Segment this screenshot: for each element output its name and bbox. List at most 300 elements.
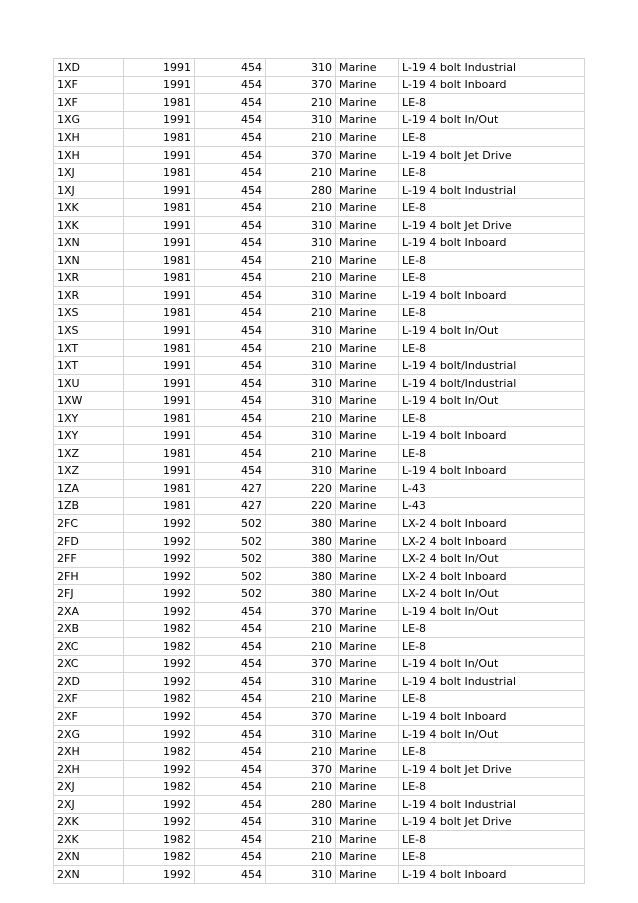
hp-cell: 310 — [266, 322, 336, 340]
engine-code-cell: 1XN — [54, 234, 124, 252]
hp-cell: 220 — [266, 497, 336, 515]
application-cell: Marine — [336, 567, 399, 585]
model-cell: L-19 4 bolt Inboard — [399, 866, 585, 884]
table-row — [54, 287, 585, 305]
engine-code-cell: 1XH — [54, 146, 124, 164]
engine-code-cell: 2XN — [54, 848, 124, 866]
model-cell: LE-8 — [399, 304, 585, 322]
hp-cell: 210 — [266, 164, 336, 182]
table-row — [54, 743, 585, 761]
application-cell: Marine — [336, 164, 399, 182]
hp-cell: 210 — [266, 129, 336, 147]
application-cell: Marine — [336, 497, 399, 515]
model-cell: LE-8 — [399, 743, 585, 761]
engine-code-cell: 2XJ — [54, 778, 124, 796]
engine-code-cell: 1XU — [54, 374, 124, 392]
cid-cell: 454 — [195, 252, 266, 270]
year-cell: 1981 — [124, 339, 195, 357]
year-cell: 1981 — [124, 497, 195, 515]
engine-code-cell: 1XG — [54, 111, 124, 129]
model-cell: LE-8 — [399, 848, 585, 866]
table-row — [54, 76, 585, 94]
table-row — [54, 252, 585, 270]
hp-cell: 210 — [266, 409, 336, 427]
cid-cell: 454 — [195, 216, 266, 234]
table-row — [54, 497, 585, 515]
hp-cell: 280 — [266, 795, 336, 813]
model-cell: LE-8 — [399, 445, 585, 463]
model-cell: LE-8 — [399, 638, 585, 656]
table-row — [54, 638, 585, 656]
table-row — [54, 725, 585, 743]
hp-cell: 310 — [266, 866, 336, 884]
application-cell: Marine — [336, 743, 399, 761]
hp-cell: 210 — [266, 638, 336, 656]
application-cell: Marine — [336, 673, 399, 691]
model-cell: LX-2 4 bolt Inboard — [399, 567, 585, 585]
cid-cell: 454 — [195, 111, 266, 129]
cid-cell: 454 — [195, 322, 266, 340]
model-cell: LX-2 4 bolt In/Out — [399, 585, 585, 603]
cid-cell: 454 — [195, 287, 266, 305]
hp-cell: 380 — [266, 585, 336, 603]
application-cell: Marine — [336, 199, 399, 217]
engine-code-cell: 1XN — [54, 252, 124, 270]
table-row — [54, 778, 585, 796]
hp-cell: 310 — [266, 234, 336, 252]
cid-cell: 502 — [195, 585, 266, 603]
model-cell: L-19 4 bolt Jet Drive — [399, 216, 585, 234]
application-cell: Marine — [336, 216, 399, 234]
engine-code-cell: 2XJ — [54, 795, 124, 813]
hp-cell: 210 — [266, 339, 336, 357]
engine-code-cell: 2XF — [54, 708, 124, 726]
application-cell: Marine — [336, 304, 399, 322]
hp-cell: 210 — [266, 252, 336, 270]
hp-cell: 310 — [266, 357, 336, 375]
application-cell: Marine — [336, 620, 399, 638]
hp-cell: 310 — [266, 725, 336, 743]
table-row — [54, 655, 585, 673]
application-cell: Marine — [336, 427, 399, 445]
table-row — [54, 146, 585, 164]
cid-cell: 454 — [195, 760, 266, 778]
model-cell: LE-8 — [399, 409, 585, 427]
year-cell: 1981 — [124, 480, 195, 498]
model-cell: LE-8 — [399, 199, 585, 217]
hp-cell: 210 — [266, 743, 336, 761]
hp-cell: 310 — [266, 462, 336, 480]
cid-cell: 502 — [195, 532, 266, 550]
engine-code-cell: 1ZA — [54, 480, 124, 498]
year-cell: 1982 — [124, 778, 195, 796]
cid-cell: 454 — [195, 462, 266, 480]
hp-cell: 210 — [266, 690, 336, 708]
model-cell: LE-8 — [399, 690, 585, 708]
model-cell: L-19 4 bolt In/Out — [399, 602, 585, 620]
year-cell: 1981 — [124, 129, 195, 147]
year-cell: 1992 — [124, 673, 195, 691]
table-row — [54, 304, 585, 322]
engine-code-cell: 1XT — [54, 357, 124, 375]
cid-cell: 454 — [195, 59, 266, 77]
cid-cell: 454 — [195, 199, 266, 217]
year-cell: 1991 — [124, 234, 195, 252]
cid-cell: 454 — [195, 94, 266, 112]
hp-cell: 210 — [266, 269, 336, 287]
model-cell: L-19 4 bolt In/Out — [399, 322, 585, 340]
hp-cell: 310 — [266, 673, 336, 691]
application-cell: Marine — [336, 94, 399, 112]
table-row — [54, 129, 585, 147]
year-cell: 1991 — [124, 59, 195, 77]
year-cell: 1991 — [124, 462, 195, 480]
cid-cell: 454 — [195, 690, 266, 708]
table-row — [54, 673, 585, 691]
table-row — [54, 181, 585, 199]
table-row — [54, 462, 585, 480]
application-cell: Marine — [336, 550, 399, 568]
model-cell: L-19 4 bolt Jet Drive — [399, 813, 585, 831]
cid-cell: 454 — [195, 357, 266, 375]
model-cell: L-43 — [399, 497, 585, 515]
engine-code-cell: 2XD — [54, 673, 124, 691]
application-cell: Marine — [336, 532, 399, 550]
year-cell: 1982 — [124, 690, 195, 708]
table-row — [54, 269, 585, 287]
table-row — [54, 813, 585, 831]
table-row — [54, 409, 585, 427]
engine-code-cell: 2XH — [54, 743, 124, 761]
engine-code-cell: 1XT — [54, 339, 124, 357]
application-cell: Marine — [336, 602, 399, 620]
year-cell: 1992 — [124, 813, 195, 831]
table-row — [54, 690, 585, 708]
hp-cell: 210 — [266, 778, 336, 796]
cid-cell: 454 — [195, 848, 266, 866]
application-cell: Marine — [336, 760, 399, 778]
year-cell: 1992 — [124, 532, 195, 550]
hp-cell: 380 — [266, 515, 336, 533]
application-cell: Marine — [336, 357, 399, 375]
model-cell: LX-2 4 bolt Inboard — [399, 515, 585, 533]
model-cell: L-19 4 bolt Inboard — [399, 427, 585, 445]
cid-cell: 454 — [195, 620, 266, 638]
model-cell: L-19 4 bolt In/Out — [399, 392, 585, 410]
application-cell: Marine — [336, 813, 399, 831]
engine-code-cell: 1XS — [54, 322, 124, 340]
year-cell: 1981 — [124, 269, 195, 287]
cid-cell: 454 — [195, 638, 266, 656]
engine-code-cell: 2FF — [54, 550, 124, 568]
hp-cell: 370 — [266, 760, 336, 778]
year-cell: 1982 — [124, 620, 195, 638]
model-cell: L-19 4 bolt In/Out — [399, 655, 585, 673]
hp-cell: 210 — [266, 445, 336, 463]
engine-code-cell: 2XG — [54, 725, 124, 743]
cid-cell: 454 — [195, 304, 266, 322]
hp-cell: 310 — [266, 287, 336, 305]
engine-code-cell: 2XN — [54, 866, 124, 884]
table-row — [54, 532, 585, 550]
hp-cell: 310 — [266, 392, 336, 410]
engine-code-cell: 1ZB — [54, 497, 124, 515]
application-cell: Marine — [336, 59, 399, 77]
hp-cell: 220 — [266, 480, 336, 498]
year-cell: 1981 — [124, 199, 195, 217]
engine-code-cell: 1XF — [54, 94, 124, 112]
engine-code-cell: 2XF — [54, 690, 124, 708]
year-cell: 1982 — [124, 831, 195, 849]
hp-cell: 370 — [266, 655, 336, 673]
year-cell: 1991 — [124, 111, 195, 129]
model-cell: L-19 4 bolt In/Out — [399, 111, 585, 129]
engine-code-cell: 1XY — [54, 427, 124, 445]
cid-cell: 454 — [195, 427, 266, 445]
application-cell: Marine — [336, 76, 399, 94]
cid-cell: 454 — [195, 409, 266, 427]
year-cell: 1981 — [124, 409, 195, 427]
year-cell: 1992 — [124, 602, 195, 620]
table-row — [54, 392, 585, 410]
table-row — [54, 322, 585, 340]
hp-cell: 380 — [266, 567, 336, 585]
engine-code-cell: 2XC — [54, 655, 124, 673]
engine-code-cell: 2FC — [54, 515, 124, 533]
cid-cell: 454 — [195, 725, 266, 743]
application-cell: Marine — [336, 146, 399, 164]
table-row — [54, 866, 585, 884]
application-cell: Marine — [336, 831, 399, 849]
application-cell: Marine — [336, 848, 399, 866]
hp-cell: 370 — [266, 602, 336, 620]
year-cell: 1991 — [124, 216, 195, 234]
hp-cell: 210 — [266, 620, 336, 638]
model-cell: L-19 4 bolt Jet Drive — [399, 146, 585, 164]
model-cell: LX-2 4 bolt In/Out — [399, 550, 585, 568]
cid-cell: 454 — [195, 795, 266, 813]
hp-cell: 310 — [266, 427, 336, 445]
application-cell: Marine — [336, 445, 399, 463]
model-cell: LE-8 — [399, 129, 585, 147]
application-cell: Marine — [336, 638, 399, 656]
model-cell: L-19 4 bolt Inboard — [399, 76, 585, 94]
model-cell: L-19 4 bolt Inboard — [399, 234, 585, 252]
application-cell: Marine — [336, 269, 399, 287]
year-cell: 1992 — [124, 795, 195, 813]
table-row — [54, 602, 585, 620]
cid-cell: 454 — [195, 813, 266, 831]
year-cell: 1991 — [124, 146, 195, 164]
hp-cell: 310 — [266, 216, 336, 234]
application-cell: Marine — [336, 866, 399, 884]
cid-cell: 454 — [195, 778, 266, 796]
table-row — [54, 199, 585, 217]
year-cell: 1991 — [124, 392, 195, 410]
hp-cell: 310 — [266, 111, 336, 129]
application-cell: Marine — [336, 322, 399, 340]
hp-cell: 370 — [266, 146, 336, 164]
model-cell: L-19 4 bolt Industrial — [399, 59, 585, 77]
year-cell: 1992 — [124, 585, 195, 603]
model-cell: L-19 4 bolt Industrial — [399, 673, 585, 691]
table-row — [54, 445, 585, 463]
year-cell: 1992 — [124, 567, 195, 585]
engine-code-cell: 1XH — [54, 129, 124, 147]
table-row — [54, 708, 585, 726]
year-cell: 1982 — [124, 638, 195, 656]
application-cell: Marine — [336, 462, 399, 480]
application-cell: Marine — [336, 515, 399, 533]
cid-cell: 454 — [195, 866, 266, 884]
model-cell: L-19 4 bolt In/Out — [399, 725, 585, 743]
cid-cell: 427 — [195, 480, 266, 498]
engine-code-cell: 1XZ — [54, 445, 124, 463]
application-cell: Marine — [336, 252, 399, 270]
table-row — [54, 216, 585, 234]
engine-code-cell: 2XC — [54, 638, 124, 656]
engine-code-cell: 2XK — [54, 831, 124, 849]
engine-code-cell: 1XY — [54, 409, 124, 427]
table-row — [54, 59, 585, 77]
model-cell: L-43 — [399, 480, 585, 498]
year-cell: 1991 — [124, 357, 195, 375]
cid-cell: 502 — [195, 515, 266, 533]
hp-cell: 370 — [266, 708, 336, 726]
engine-code-cell: 1XZ — [54, 462, 124, 480]
engine-code-cell: 2XH — [54, 760, 124, 778]
model-cell: LX-2 4 bolt Inboard — [399, 532, 585, 550]
table-row — [54, 234, 585, 252]
cid-cell: 502 — [195, 567, 266, 585]
model-cell: L-19 4 bolt/Industrial — [399, 357, 585, 375]
cid-cell: 454 — [195, 374, 266, 392]
hp-cell: 210 — [266, 94, 336, 112]
engine-code-cell: 1XS — [54, 304, 124, 322]
table-row — [54, 374, 585, 392]
engine-code-cell: 1XF — [54, 76, 124, 94]
table-row — [54, 164, 585, 182]
table-row — [54, 480, 585, 498]
hp-cell: 210 — [266, 831, 336, 849]
table-row — [54, 620, 585, 638]
model-cell: L-19 4 bolt Jet Drive — [399, 760, 585, 778]
year-cell: 1991 — [124, 181, 195, 199]
cid-cell: 454 — [195, 164, 266, 182]
cid-cell: 454 — [195, 655, 266, 673]
model-cell: LE-8 — [399, 252, 585, 270]
year-cell: 1992 — [124, 708, 195, 726]
model-cell: L-19 4 bolt Inboard — [399, 462, 585, 480]
year-cell: 1992 — [124, 725, 195, 743]
application-cell: Marine — [336, 287, 399, 305]
hp-cell: 310 — [266, 374, 336, 392]
model-cell: L-19 4 bolt Industrial — [399, 181, 585, 199]
year-cell: 1991 — [124, 76, 195, 94]
year-cell: 1992 — [124, 760, 195, 778]
model-cell: LE-8 — [399, 94, 585, 112]
table-row — [54, 357, 585, 375]
application-cell: Marine — [336, 374, 399, 392]
year-cell: 1992 — [124, 515, 195, 533]
year-cell: 1982 — [124, 848, 195, 866]
cid-cell: 454 — [195, 129, 266, 147]
year-cell: 1981 — [124, 94, 195, 112]
model-cell: LE-8 — [399, 620, 585, 638]
table-row — [54, 111, 585, 129]
cid-cell: 454 — [195, 708, 266, 726]
engine-code-cell: 1XR — [54, 269, 124, 287]
application-cell: Marine — [336, 690, 399, 708]
engine-code-cell: 2XA — [54, 602, 124, 620]
table-row — [54, 567, 585, 585]
cid-cell: 454 — [195, 234, 266, 252]
table-row — [54, 848, 585, 866]
year-cell: 1991 — [124, 287, 195, 305]
year-cell: 1991 — [124, 322, 195, 340]
table-row — [54, 550, 585, 568]
hp-cell: 380 — [266, 550, 336, 568]
year-cell: 1981 — [124, 252, 195, 270]
engine-code-cell: 1XJ — [54, 164, 124, 182]
hp-cell: 210 — [266, 304, 336, 322]
hp-cell: 310 — [266, 59, 336, 77]
engine-code-cell: 2FJ — [54, 585, 124, 603]
year-cell: 1981 — [124, 304, 195, 322]
application-cell: Marine — [336, 392, 399, 410]
cid-cell: 502 — [195, 550, 266, 568]
year-cell: 1981 — [124, 445, 195, 463]
cid-cell: 454 — [195, 269, 266, 287]
cid-cell: 454 — [195, 743, 266, 761]
model-cell: LE-8 — [399, 164, 585, 182]
engine-code-cell: 1XD — [54, 59, 124, 77]
cid-cell: 427 — [195, 497, 266, 515]
table-row — [54, 94, 585, 112]
application-cell: Marine — [336, 480, 399, 498]
hp-cell: 370 — [266, 76, 336, 94]
application-cell: Marine — [336, 725, 399, 743]
application-cell: Marine — [336, 234, 399, 252]
year-cell: 1992 — [124, 550, 195, 568]
table-row — [54, 339, 585, 357]
cid-cell: 454 — [195, 602, 266, 620]
data-table — [53, 58, 585, 884]
year-cell: 1982 — [124, 743, 195, 761]
model-cell: LE-8 — [399, 831, 585, 849]
hp-cell: 210 — [266, 848, 336, 866]
table-row — [54, 515, 585, 533]
cid-cell: 454 — [195, 831, 266, 849]
application-cell: Marine — [336, 585, 399, 603]
engine-code-cell: 1XR — [54, 287, 124, 305]
application-cell: Marine — [336, 409, 399, 427]
engine-code-cell: 2FD — [54, 532, 124, 550]
engine-code-cell: 1XK — [54, 216, 124, 234]
application-cell: Marine — [336, 111, 399, 129]
model-cell: L-19 4 bolt Inboard — [399, 287, 585, 305]
application-cell: Marine — [336, 181, 399, 199]
year-cell: 1992 — [124, 866, 195, 884]
cid-cell: 454 — [195, 146, 266, 164]
table-body — [54, 59, 585, 884]
hp-cell: 280 — [266, 181, 336, 199]
year-cell: 1991 — [124, 427, 195, 445]
hp-cell: 310 — [266, 813, 336, 831]
engine-code-cell: 1XJ — [54, 181, 124, 199]
application-cell: Marine — [336, 129, 399, 147]
table-row — [54, 760, 585, 778]
